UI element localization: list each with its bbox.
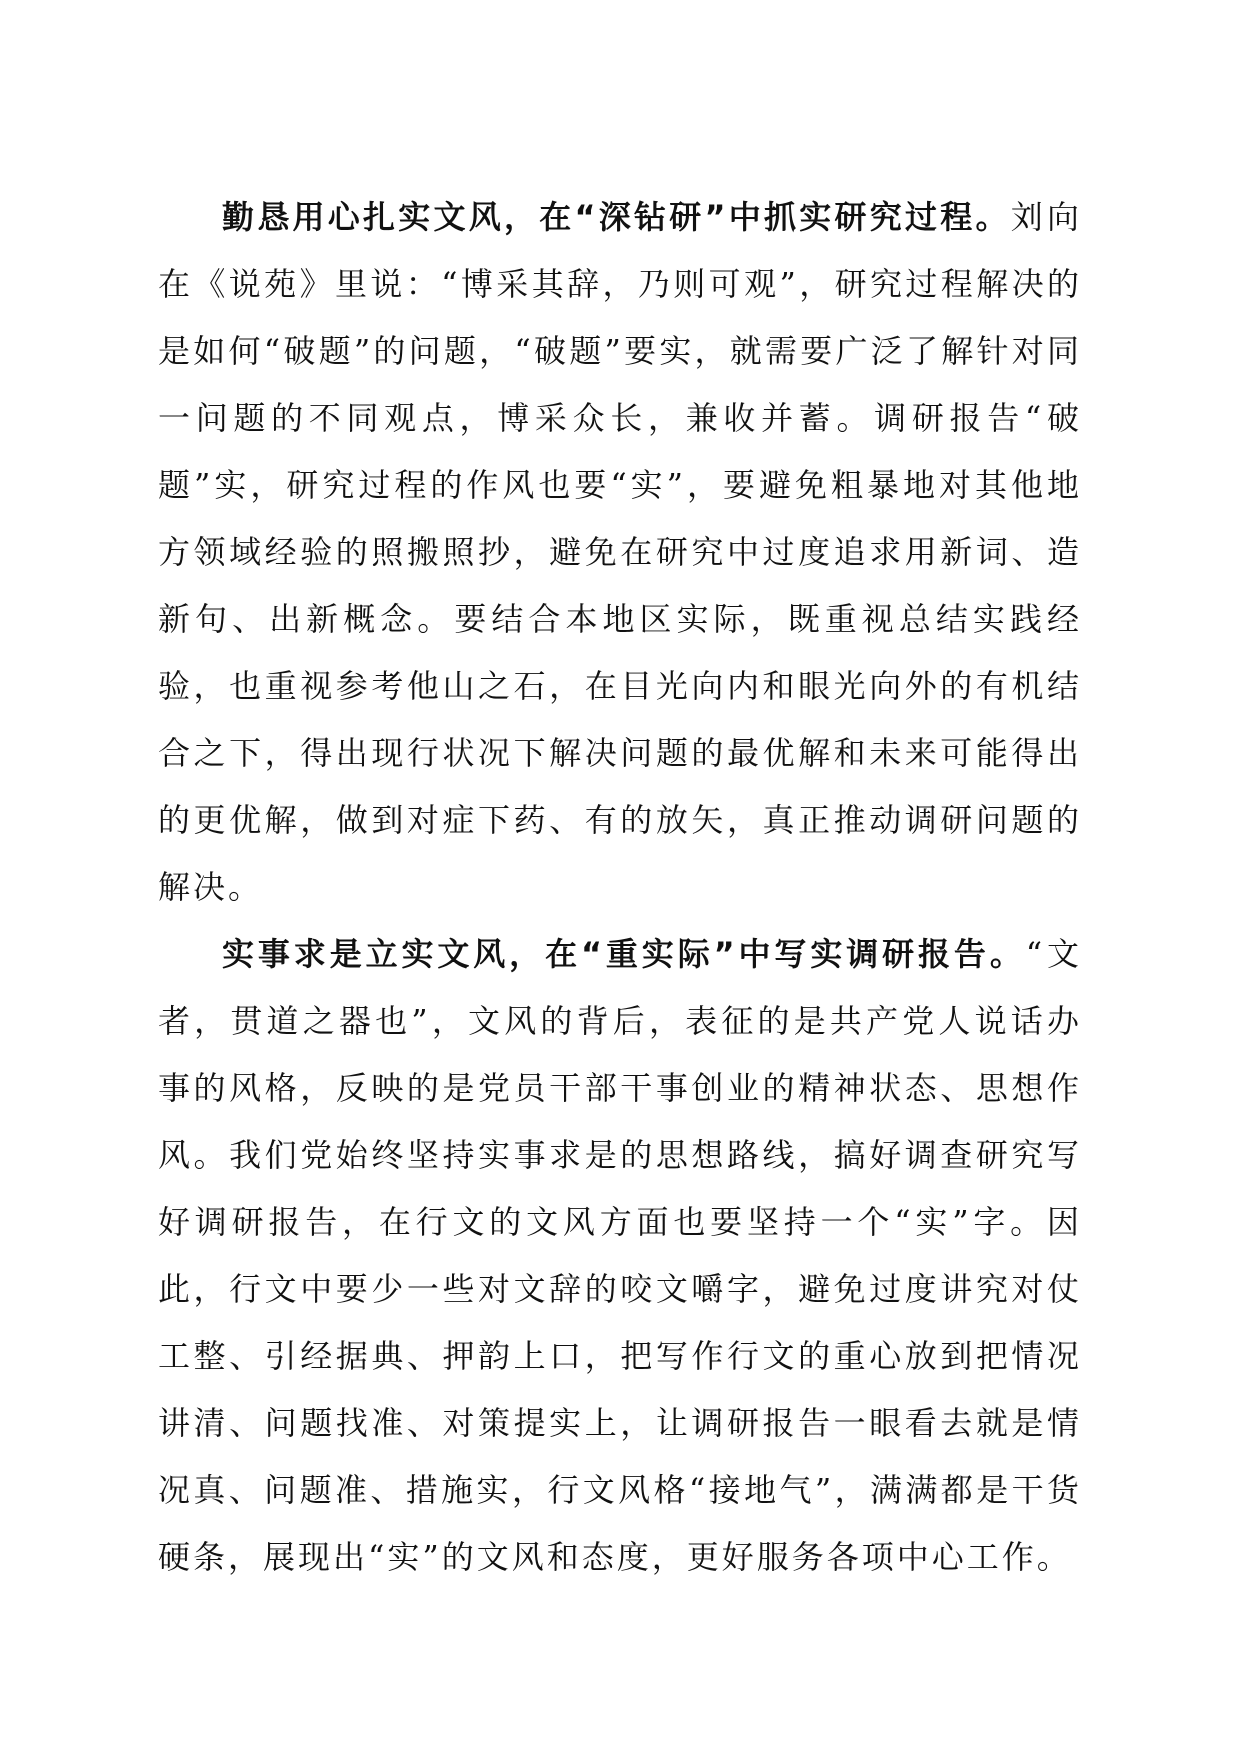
paragraph-text: “文者，贯道之器也”，文风的背后，表征的是共产党人说话办事的风格，反映的是党员干部干事创业的精神状态、思想作风。我们党始终坚持实事求是的思想路线，搞好调查研究写好调研报告，在行文的文风方面也要坚持一个“实”字。因此，行文中要少一些对文辞的咬文嚼字，避免过度讲究对仗工整、引经据典、押韵上口，把写作行文的重心放到把情况讲清、问题找准、对策提实上，让调研报告一眼看去就是情况真、问题准、措施实，行文风格“接地气”，满满都是干货硬条，展现出“实”的文风和态度，更好服务各项中心工作。 — [158, 935, 1082, 1576]
paragraph-research-process — [158, 184, 1082, 921]
document-body — [158, 184, 1082, 1591]
paragraph-research-report — [158, 921, 1082, 1591]
paragraph-heading: 实事求是立实文风，在“重实际”中写实调研报告。 — [222, 935, 1026, 973]
paragraph-heading: 勤恳用心扎实文风，在“深钻研”中抓实研究过程。 — [222, 198, 1011, 236]
paragraph-text: 刘向在《说苑》里说：“博采其辞，乃则可观”，研究过程解决的是如何“破题”的问题，“破题”要实，就需要广泛了解针对同一问题的不同观点，博采众长，兼收并蓄。调研报告“破题”实，研究过程的作风也要“实”，要避免粗暴地对其他地方领域经验的照搬照抄，避免在研究中过度追求用新词、造新句、出新概念。要结合本地区实际，既重视总结实践经验，也重视参考他山之石，在目光向内和眼光向外的有机结合之下，得出现行状况下解决问题的最优解和未来可能得出的更优解，做到对症下药、有的放矢，真正推动调研问题的解决。 — [158, 198, 1082, 906]
